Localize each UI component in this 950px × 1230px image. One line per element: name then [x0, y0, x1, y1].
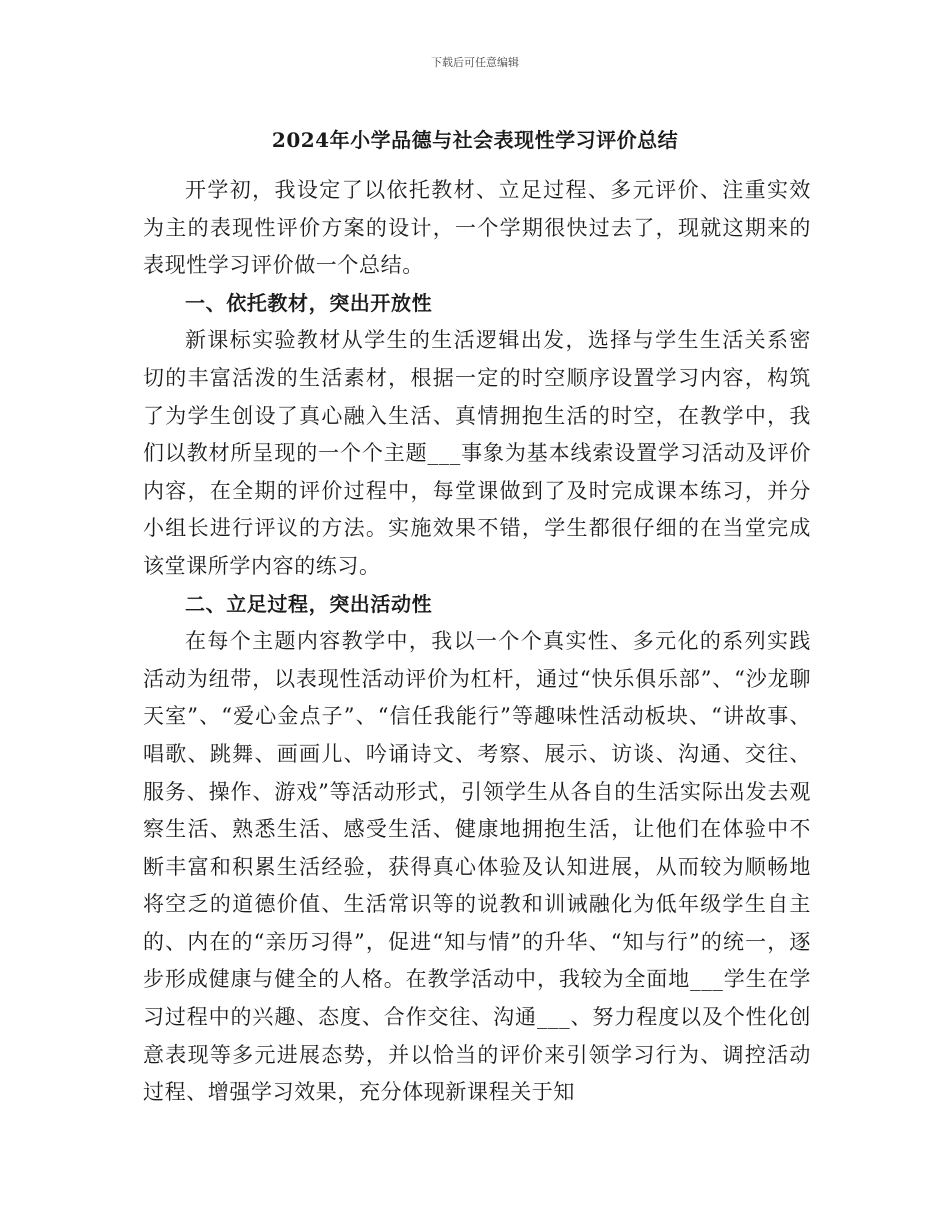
section-1-paragraph: 新课标实验教材从学生的生活逻辑出发，选择与学生生活关系密切的丰富活泼的生活素材，根据一定的时空顺序设置学习内容，构筑了为学生创设了真心融入生活、真情拥抱生活的时空，在教学中，我们以教材所呈现的一个个主题___事象为基本线索设置学习活动及评价内容，在全期的评价过程中，每堂课做到了及时完成课本练习，并分小组长进行评议的方法。实施效果不错，学生都很仔细的在当堂完成该堂课所学内容的练习。 — [143, 328, 811, 578]
section-1-heading: 一、依托教材，突出开放性 — [185, 290, 433, 315]
section-2-paragraph: 在每个主题内容教学中，我以一个个真实性、多元化的系列实践活动为纽带，以表现性活动评价为杠杆，通过“快乐俱乐部”、“沙龙聊天室”、“爱心金点子”、“信任我能行”等趣味性活动板块、“讲故事、唱歌、跳舞、画画儿、吟诵诗文、考察、展示、访谈、沟通、交往、服务、操作、游戏”等活动形式，引领学生从各自的生活实际出发去观察生活、熟悉生活、感受生活、健康地拥抱生活，让他们在体验中不断丰富和积累生活经验，获得真心体验及认知进展，从而较为顺畅地将空乏的道德价值、生活常识等的说教和训诫融化为低年级学生自主的、内在的“亲历习得”，促进“知与情”的升华、“知与行”的统一，逐步形成健康与健全的人格。在教学活动中，我较为全面地___学生在学习过程中的兴趣、态度、合作交往、沟通___、努力程度以及个性化创意表现等多元进展态势，并以恰当的评价来引领学习行为、调控活动过程、增强学习效果，充分体现新课程关于知 — [143, 629, 811, 1105]
document-body — [143, 172, 811, 1112]
document-title: 2024年小学品德与社会表现性学习评价总结 — [271, 128, 679, 152]
header-note: 下载后可任意编辑 — [431, 56, 519, 69]
section-2-heading: 二、立足过程，突出活动性 — [185, 591, 433, 616]
intro-paragraph: 开学初，我设定了以依托教材、立足过程、多元评价、注重实效为主的表现性评价方案的设计，一个学期很快过去了，现就这期来的表现性学习评价做一个总结。 — [143, 178, 811, 278]
